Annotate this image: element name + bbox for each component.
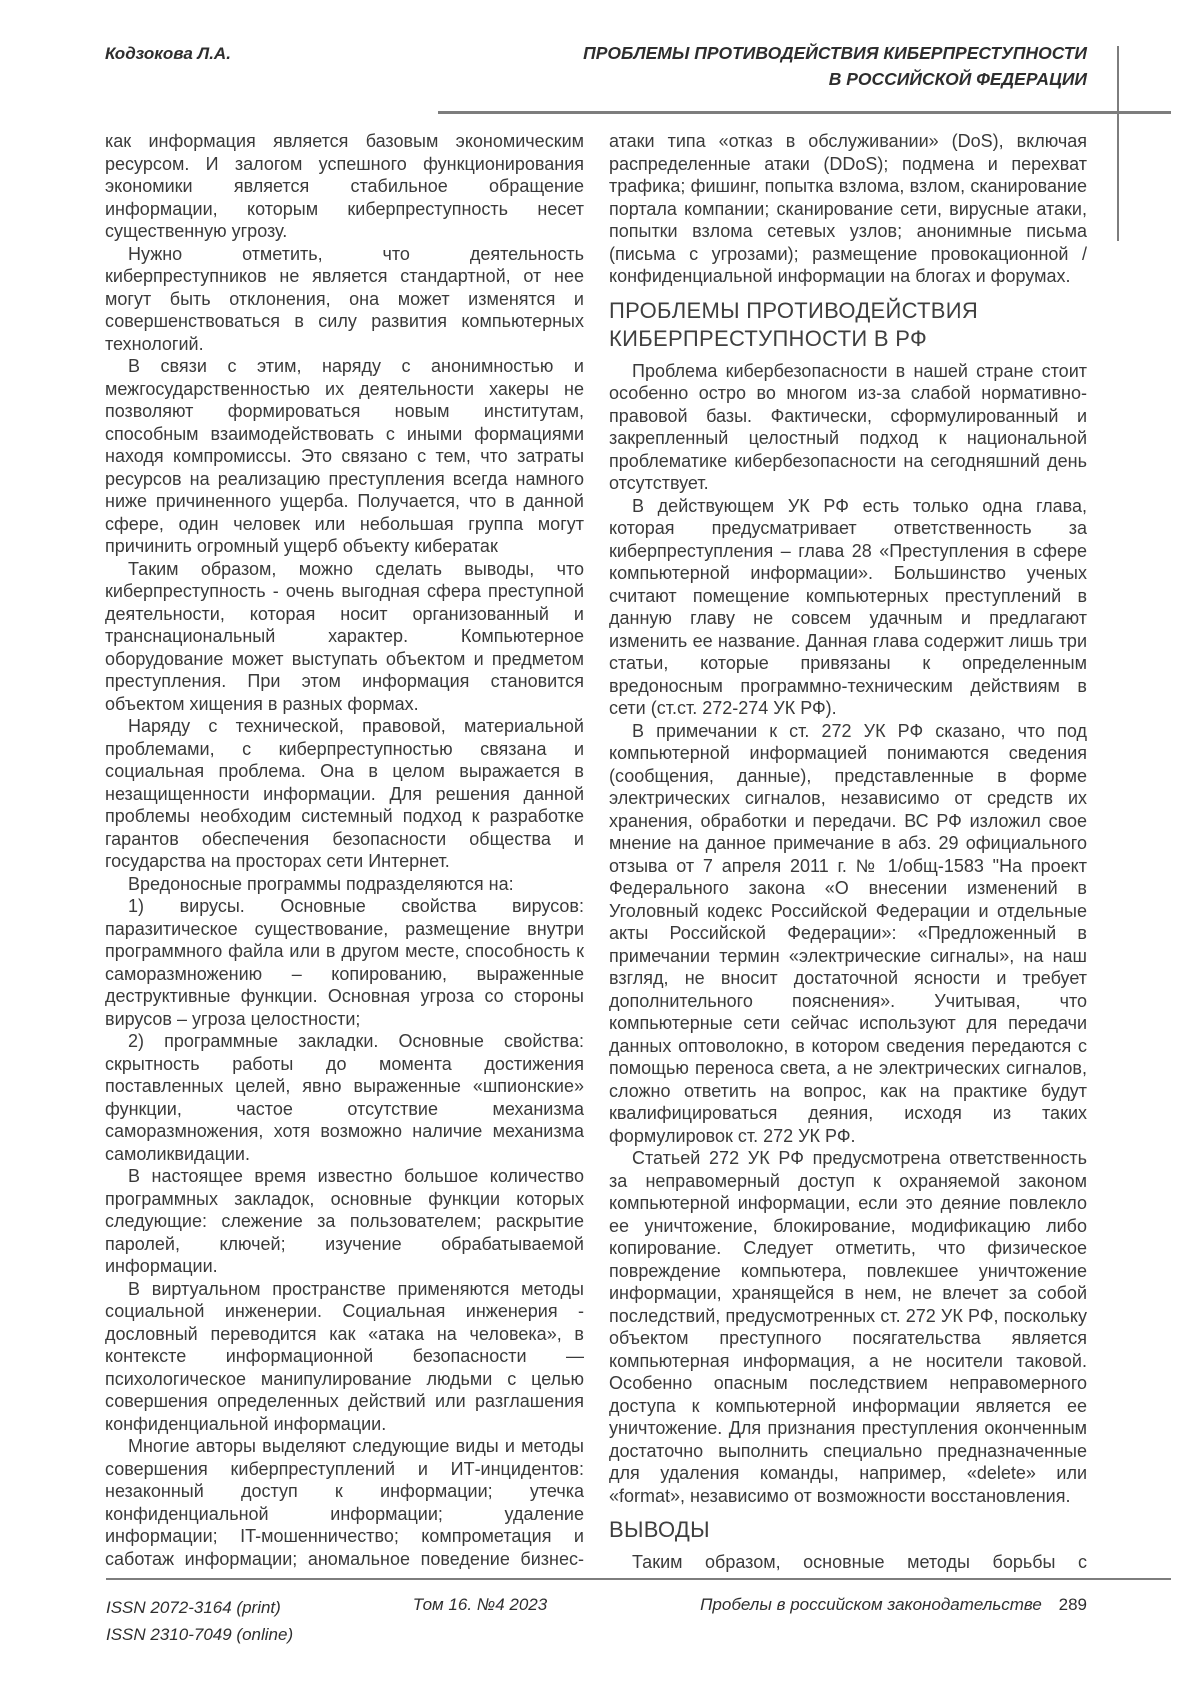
paragraph: 2) программные закладки. Основные свойства: скрытность работы до момента достижения поставленных целей, явно выраженные «шпионские» функции, частое отсутствие механизма саморазмножения, хотя возможно наличие механизма самоликвидации. — [105, 1031, 584, 1164]
volume-issue: Том 16. №4 2023 — [412, 1595, 548, 1614]
paragraph: Таким образом, основные методы борьбы с — [632, 1552, 1087, 1572]
journal-name: Пробелы в российском законодательстве — [700, 1595, 1042, 1614]
section-heading: ВЫВОДЫ — [609, 1517, 710, 1542]
paragraph: В связи с этим, наряду с анонимностью и межгосударственностью их деятельности хакеры не позволяют формироваться новым институтам, способным взаимодействовать с иными формациями находя компромиссы. Это связано с тем, что затраты ресурсов на реализацию преступления всегда намного ниже причиненного ущерба. Получается, что в данной сфере, один человек или небольшая группа могут причинить огромный ущерб объекту кибератак — [105, 356, 584, 556]
paragraph: В примечании к ст. 272 УК РФ сказано, что под компьютерной информацией понимаются сведения (сообщения, данные), представленные в форме электрических сигналов, независимо от средств их хранения, обработки и передачи. ВС РФ изложил свое мнение на данное примечание в абз. 29 официального отзыва от 7 апреля 2011 г. № 1/общ-1583 "На проект Федерального закона «О внесении изменений в Уголовный кодекс Российской Федерации и отдельные акты Российской Федерации»: «Предложенный в примечании термин «электрические сигналы», на наш взгляд, не вносит достаточной ясности и требует дополнительного пояснения». Учитывая, что компьютерные сети сейчас используют для передачи данных оптоволокно, в котором сведения передаются с помощью переноса света, а не электрических сигналов, сложно ответить на вопрос, как на практике будут квалифицироваться деяния, исходя из таких формулировок ст. 272 УК РФ. — [609, 720, 1087, 1146]
journal-footer — [700, 1595, 1087, 1615]
running-head-title — [480, 40, 1087, 92]
running-head-author: Кодзокова Л.А. — [105, 44, 231, 63]
paragraph: Нужно отметить, что деятельность киберпреступников не является стандартной, от нее могут быть отклонения, она может изменятся и совершенствоваться в силу развития компьютерных технологий. — [105, 243, 584, 354]
section-heading: ПРОБЛЕМЫ ПРОТИВОДЕЙСТВИЯ КИБЕРПРЕСТУПНОСТИ В РФ — [609, 297, 979, 351]
footer-rule — [106, 1578, 1171, 1580]
paragraph: В действующем УК РФ есть только одна глава, которая предусматривает ответственность за киберпреступления – глава 28 «Преступления в сфере компьютерной информации». Большинство ученых считают помещение компьютерных преступлений в данную главу не совсем удачным и предлагают изменить ее название. Данная глава содержит лишь три статьи, которые привязаны к определенным вредоносным программно-техническим действиям в сети (ст.ст. 272-274 УК РФ). — [609, 495, 1087, 718]
paragraph: Многие авторы выделяют следующие виды и методы совершения киберпреступлений и ИТ-инцидентов: незаконный доступ к информации; утечка конфиденциальной информации; удаление информации; IT-мошенничество; компрометация и саботаж информации; аномальное поведение бизнес- — [105, 1436, 584, 1569]
paragraph: Статьей 272 УК РФ предусмотрена ответственность за неправомерный доступ к охраняемой законом компьютерной информации, если это деяние повлекло ее уничтожение, блокирование, модификацию либо копирование. Следует отметить, что физическое повреждение компьютера, повлекшее уничтожение информации, хранящейся в нем, не влечет за собой последствий, предусмотренных ст. 272 УК РФ, поскольку объектом преступного посягательства является компьютерная информация, а не носители таковой. Особенно опасным последствием неправомерного доступа к компьютерной информации является ее уничтожение. Для признания преступления оконченным достаточно выполнить специально предназначенные для удаления команды, например, «delete» или «format», независимо от возможности восстановления. — [609, 1148, 1087, 1506]
paragraph: как информация является базовым экономическим ресурсом. И залогом успешного функционирования экономики является стабильное обращение информации, которым киберпреступность несет существенную угрозу. — [105, 131, 584, 241]
header-rule — [438, 111, 1171, 114]
paragraph: В виртуальном пространстве применяются методы социальной инженерии. Социальная инженерия - дословный переводится как «атака на человека», в контексте информационной безопасности — психологическое манипулирование людьми с целью совершения определенных действий или разглашения конфиденциальной информации. — [105, 1278, 584, 1434]
paragraph: В настоящее время известно большое количество программных закладок, основные функции которых следующие: слежение за пользователем; раскрытие паролей, ключей; изучение обрабатываемой информации. — [105, 1166, 584, 1276]
paragraph: Наряду с технической, правовой, материальной проблемами, с киберпреступностью связана и социальная проблема. Она в целом выражается в незащищенности информации. Для решения данной проблемы необходим системный подход к разработке гарантов обеспечения безопасности общества и государства на просторах сети Интернет. — [105, 716, 584, 871]
right-column — [609, 130, 1087, 1572]
issn-block — [106, 1594, 293, 1648]
issn-online: ISSN 2310-7049 (online) — [106, 1625, 294, 1644]
paragraph: атаки типа «отказ в обслуживании» (DoS), включая распределенные атаки (DDoS); подмена и перехват трафика; фишинг, попытка взлома, взлом, сканирование портала компании; сканирование сети, вирусные атаки, попытки взлома сетевых узлов; анонимные письма (письма с угрозами); размещение провокационной / конфиденциальной информации на блогах и форумах. — [609, 131, 1087, 286]
paragraph: Вредоносные программы подразделяются на: — [128, 873, 514, 894]
paragraph: Проблема кибербезопасности в нашей стране стоит особенно остро во многом из-за слабой нормативно-правовой базы. Фактически, сформулированный и закрепленный целостный подход к национальной проблематике кибербезопасности на сегодняшний день отсутствует. — [609, 360, 1087, 493]
running-head-title-line1: ПРОБЛЕМЫ ПРОТИВОДЕЙСТВИЯ КИБЕРПРЕСТУПНОСТИ — [583, 43, 1087, 63]
issn-print: ISSN 2072-3164 (print) — [106, 1598, 281, 1617]
paragraph: Таким образом, можно сделать выводы, что киберпреступность - очень выгодная сфера преступной деятельности, которая носит организованный и транснациональный характер. Компьютерное оборудование может выступать объектом и предметом преступления. При этом информация становится объектом хищения в разных формах. — [105, 558, 584, 714]
page-number: 289 — [1058, 1595, 1087, 1614]
left-column — [105, 130, 584, 1572]
running-head-title-line2: В РОССИЙСКОЙ ФЕДЕРАЦИИ — [828, 69, 1087, 89]
paragraph: 1) вирусы. Основные свойства вирусов: паразитическое существование, размещение внутри программного файла или в другом месте, способность к саморазмножению – копированию, выраженные деструктивные функции. Основная угроза со стороны вирусов – угроза целостности; — [105, 896, 584, 1029]
header-vertical-rule — [1117, 46, 1119, 241]
